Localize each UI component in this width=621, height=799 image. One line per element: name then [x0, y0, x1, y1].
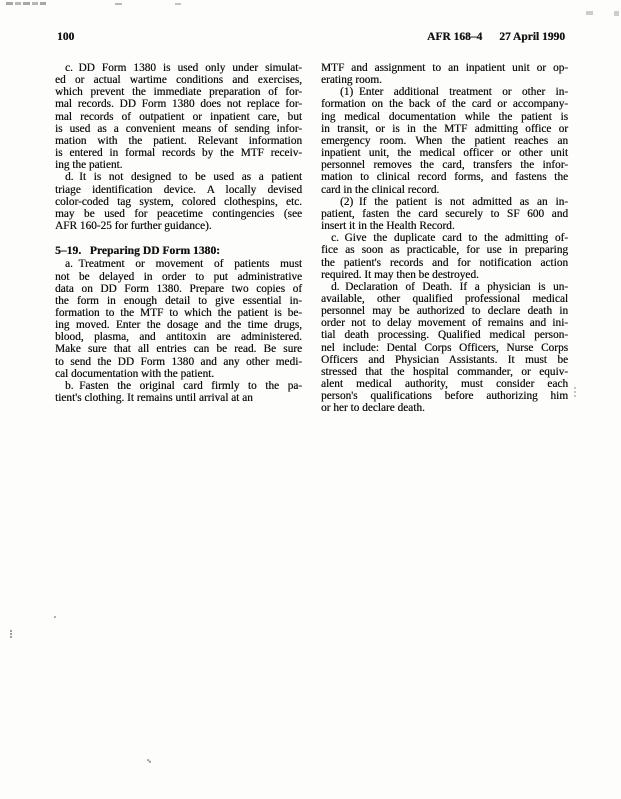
text-line: Officers and Physician Assistants. It must be: [321, 353, 568, 366]
scan-speck: [586, 11, 593, 15]
text-line: cal documentation with the patient.: [55, 367, 215, 380]
text-line: tient's clothing. It remains until arrival at an: [55, 392, 253, 405]
text-line: d. It is not designed to be used as a patient: [65, 171, 302, 184]
text-line: Make sure that all entries can be read. Be sure: [55, 343, 302, 356]
text-line: or her to declare death.: [321, 402, 425, 415]
text-line: c. Give the duplicate card to the admitting of-: [331, 232, 568, 245]
text-line: tial death processing. Qualified medical person-: [321, 329, 568, 342]
text-line: (2) If the patient is not admitted as an in-: [340, 195, 568, 208]
paragraph: [321, 86, 568, 195]
scan-speck: [147, 759, 151, 763]
text-line: fice as soon as practicable, for use in preparing: [321, 244, 568, 257]
scan-speck: [175, 3, 181, 5]
paragraph: [55, 171, 302, 232]
scan-speck: [574, 387, 576, 397]
paragraph: [321, 281, 568, 415]
text-line: b. Fasten the original card firmly to the pa-: [65, 379, 302, 392]
text-line: mation to clinical record forms, and fastens the: [321, 171, 568, 184]
text-line: available, other qualified professional medical: [321, 292, 568, 305]
header-date: 27 April 1990: [499, 31, 565, 43]
scan-speck: [614, 11, 619, 16]
text-line: card in the clinical record.: [321, 183, 440, 196]
publication-number: AFR 168–4: [427, 31, 483, 43]
text-line: the form in enough detail to give essential in-: [55, 294, 302, 307]
text-line: personnel removes the card, transfers the infor-: [321, 159, 568, 172]
text-line: formation on the back of the card or accompany-: [321, 98, 568, 111]
text-line: person's qualifications before authorizing him: [321, 390, 568, 403]
text-line: not be delayed in order to put administrative: [55, 270, 302, 283]
left-column: [55, 62, 302, 415]
paragraph: [55, 380, 302, 404]
text-line: personnel may be authorized to declare death in: [321, 305, 568, 318]
text-line: emergency room. When the patient reaches an: [321, 134, 568, 147]
scan-speck: [115, 3, 122, 5]
text-line: erating room.: [321, 74, 382, 87]
right-column: [321, 62, 568, 415]
text-line: blood, plasma, and antitoxin are administered.: [55, 331, 302, 344]
section-heading: 5–19. Preparing DD Form 1380:: [55, 244, 220, 258]
scan-speck: [54, 616, 56, 618]
text-line: which prevent the immediate preparation of for-: [55, 86, 302, 99]
text-line: may be used for peacetime contingencies (see: [55, 207, 302, 220]
paragraph: [321, 196, 568, 232]
text-line: to send the DD Form 1380 and any other medi-: [55, 355, 302, 368]
text-line: the patient's records and for notification action: [321, 256, 568, 269]
text-line: ing moved. Enter the dosage and the time drugs,: [55, 319, 302, 332]
text-line: mal records of outpatient or inpatient care, but: [55, 110, 302, 123]
text-line: mal records. DD Form 1380 does not replace for-: [55, 98, 302, 111]
text-line: ing medical documentation while the patient is: [321, 110, 568, 123]
paragraph: [55, 62, 302, 171]
text-line: is entered in formal records by the MTF receiv-: [55, 147, 302, 160]
text-line: stressed that the hospital commander, or equiv-: [321, 365, 568, 378]
text-line: c. DD Form 1380 is used only under simulat-: [65, 62, 302, 74]
text-line: (1) Enter additional treatment or other in-: [340, 86, 568, 99]
text-line: AFR 160-25 for further guidance).: [55, 220, 212, 233]
text-line: alent medical authority, must consider each: [321, 378, 568, 391]
text-line: d. Declaration of Death. If a physician is un-: [331, 280, 568, 293]
text-line: mation with the patient. Relevant information: [55, 134, 302, 147]
text-line: MTF and assignment to an inpatient unit or op-: [321, 62, 568, 74]
text-line: is used as a convenient means of sending infor-: [55, 122, 302, 135]
two-column-body: [55, 62, 568, 415]
paragraph: [55, 258, 302, 380]
text-line: color-coded tag system, colored clothespins, etc.: [55, 195, 302, 208]
scan-speck: [10, 630, 12, 638]
text-line: inpatient unit, the medical officer or other unit: [321, 147, 568, 160]
paragraph: [321, 62, 568, 86]
text-line: required. It may then be destroyed.: [321, 268, 479, 281]
text-line: nel include: Dental Corps Officers, Nurse Corps: [321, 341, 568, 354]
page-number: 100: [57, 31, 75, 43]
text-line: ing the patient.: [55, 159, 123, 172]
text-line: ed or actual wartime conditions and exercises,: [55, 74, 302, 87]
text-line: a. Treatment or movement of patients must: [65, 258, 302, 271]
text-line: insert it in the Health Record.: [321, 220, 455, 233]
text-line: in transit, or is in the MTF admitting office or: [321, 122, 568, 135]
text-line: patient, fasten the card securely to SF 600 and: [321, 207, 568, 220]
scan-artifact-microtext: [6, 2, 46, 5]
header-citation: [427, 31, 565, 43]
text-line: data on DD Form 1380. Prepare two copies of: [55, 282, 302, 295]
text-line: formation to the MTF to which the patient is be-: [55, 306, 302, 319]
text-line: order not to delay movement of remains and ini-: [321, 317, 568, 330]
text-line: triage identification device. A locally devised: [55, 183, 302, 196]
paragraph: [321, 232, 568, 281]
